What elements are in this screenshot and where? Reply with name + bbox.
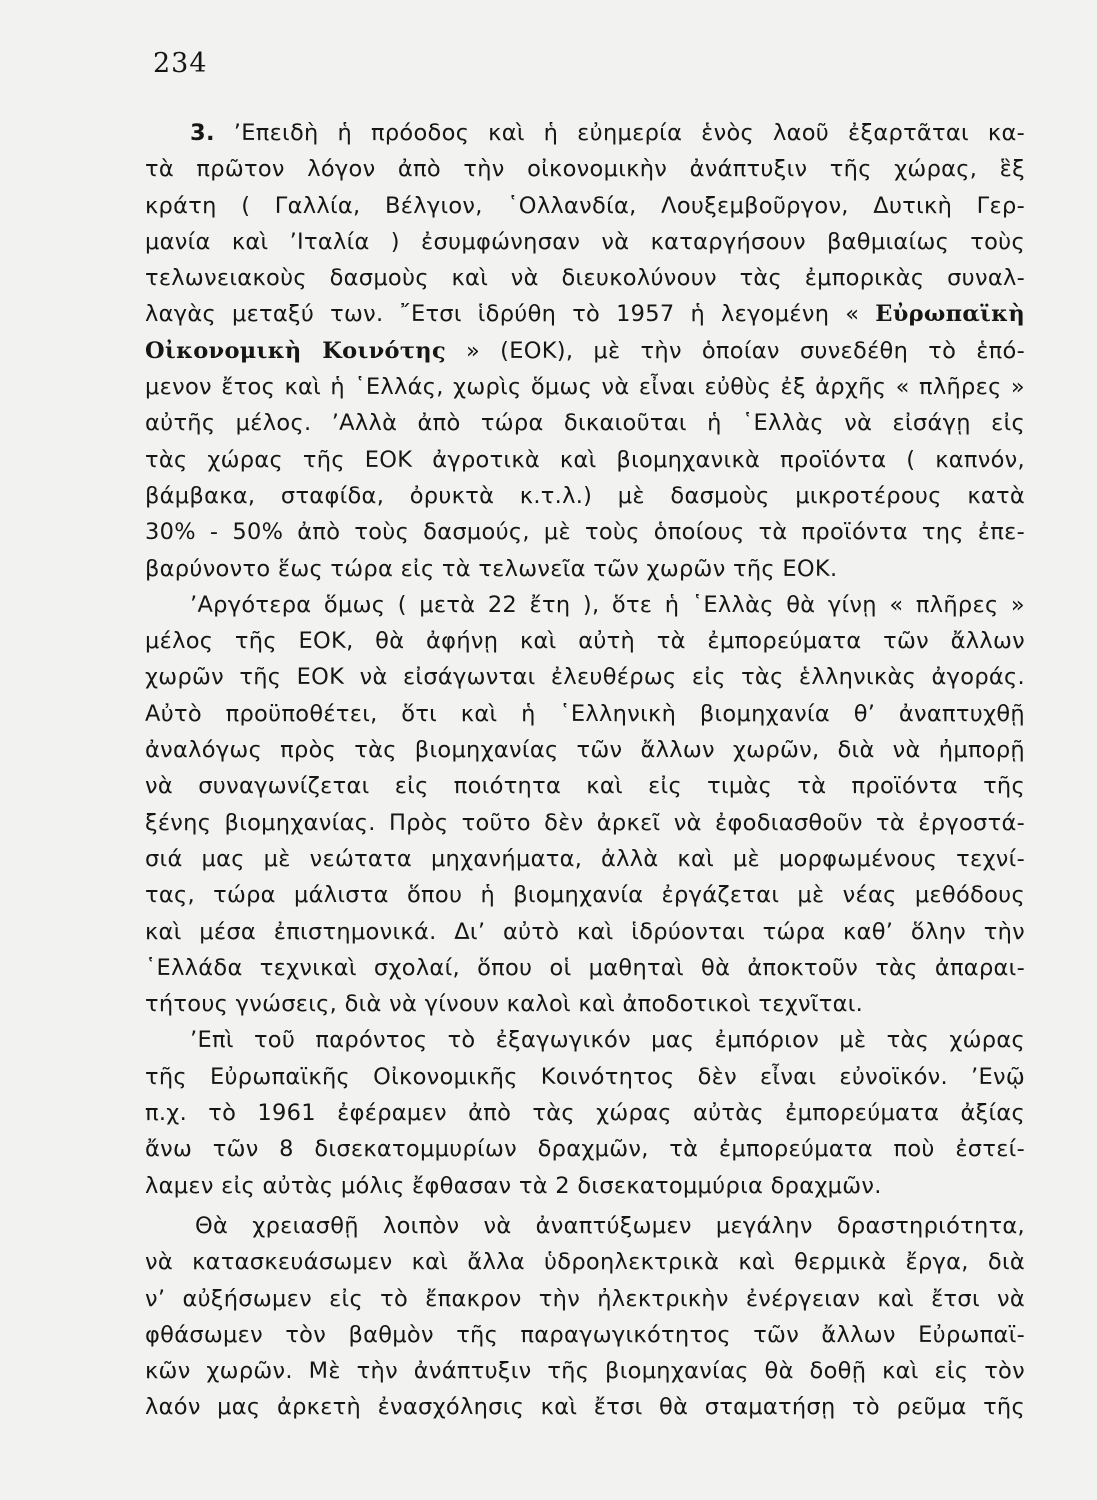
text-line: ν’ αὐξήσωμεν εἰς τὸ ἔπακρον τὴν ἠλεκτρικὴν ἐνέργειαν καὶ ἔτσι νὰ [145,1285,1025,1312]
text-line: σιά μας μὲ νεώτατα μηχανήματα, ἀλλὰ καὶ μὲ μορφωμένους τεχνί- [145,845,1025,872]
paragraph-3 [145,1022,1025,1203]
paragraph-1 [145,115,1025,587]
text-line: Θὰ χρειασθῇ λοιπὸν νὰ ἀναπτύξωμεν μεγάλην δραστηριότητα, [195,1212,1025,1239]
text-line: ἄνω τῶν 8 δισεκατομμυρίων δραχμῶν, τὰ ἐμπορεύματα ποὺ ἐστεί- [145,1136,1025,1163]
paragraph-2 [145,587,1025,1023]
section-number: 3. [190,120,215,146]
bold-term: Οἰκονομικὴ Κοινότης [145,337,446,364]
text-line: ῾Ελλάδα τεχνικαὶ σχολαί, ὅπου οἱ μαθηταὶ θὰ ἀποκτοῦν τὰς ἀπαραι- [145,954,1025,981]
text-line: λαγὰς μεταξύ των. ῎Ετσι ἱδρύθη τὸ 1957 ἡ λεγομένη « Εὐρωπαϊκὴ [145,301,1025,328]
text-line: τας, τώρα μάλιστα ὅπου ἡ βιομηχανία ἐργάζεται μὲ νέας μεθόδους [145,882,1025,909]
text-line: νὰ κατασκευάσωμεν καὶ ἄλλα ὑδροηλεκτρικὰ καὶ θερμικὰ ἔργα, διὰ [145,1249,1025,1276]
text-line: 30% - 50% ἀπὸ τοὺς δασμούς, μὲ τοὺς ὁποίους τὰ προϊόντα της ἐπε- [145,519,1025,546]
paragraph-4 [145,1208,1025,1426]
text-line: χωρῶν τῆς ΕΟΚ νὰ εἰσάγωνται ἐλευθέρως εἰς τὰς ἑλληνικὰς ἀγοράς. [145,664,1025,691]
text-line: τῆς Εὐρωπαϊκῆς Οἰκονομικῆς Κοινότητος δὲν εἶναι εὐνοϊκόν. ’Ενῷ [145,1063,1025,1090]
text-line: 3. ’Επειδὴ ἡ πρόοδος καὶ ἡ εὐημερία ἑνὸς λαοῦ ἐξαρτᾶται κα- [190,120,1025,146]
text-line: μενον ἔτος καὶ ἡ ῾Ελλάς, χωρὶς ὅμως νὰ εἶναι εὐθὺς ἐξ ἀρχῆς « πλῆρες » [145,374,1025,401]
text-line: τὰ πρῶτον λόγον ἀπὸ τὴν οἰκονομικὴν ἀνάπτυξιν τῆς χώρας, ἓξ [145,156,1025,183]
text-line: ξένης βιομηχανίας. Πρὸς τοῦτο δὲν ἀρκεῖ νὰ ἐφοδιασθοῦν τὰ ἐργοστά- [145,809,1025,836]
text-line: κῶν χωρῶν. Μὲ τὴν ἀνάπτυξιν τῆς βιομηχανίας θὰ δοθῇ καὶ εἰς τὸν [145,1358,1025,1385]
text-line: λαόν μας ἀρκετὴ ἐνασχόλησις καὶ ἔτσι θὰ σταματήσῃ τὸ ρεῦμα τῆς [145,1394,1025,1421]
page-number: 234 [153,48,208,79]
text-line: λαμεν εἰς αὐτὰς μόλις ἔφθασαν τὰ 2 δισεκατομμύρια δραχμῶν. [145,1172,882,1199]
text-line: π.χ. τὸ 1961 ἐφέραμεν ἀπὸ τὰς χώρας αὐτὰς ἐμπορεύματα ἀξίας [145,1100,1025,1127]
text-line: βαρύνοντο ἕως τώρα εἰς τὰ τελωνεῖα τῶν χωρῶν τῆς ΕΟΚ. [145,555,838,582]
text-line: τελωνειακοὺς δασμοὺς καὶ νὰ διευκολύνουν τὰς ἐμπορικὰς συναλ- [145,265,1025,292]
bold-term: Εὐρωπαϊκὴ [875,301,1025,328]
text-line: μέλος τῆς ΕΟΚ, θὰ ἀφήνῃ καὶ αὐτὴ τὰ ἐμπορεύματα τῶν ἄλλων [145,628,1025,655]
text-line: τὰς χώρας τῆς ΕΟΚ ἀγροτικὰ καὶ βιομηχανικὰ προϊόντα ( καπνόν, [145,446,1025,473]
text-line: τήτους γνώσεις, διὰ νὰ γίνουν καλοὶ καὶ ἀποδοτικοὶ τεχνῖται. [145,991,864,1018]
text-line: βάμβακα, σταφίδα, ὀρυκτὰ κ.τ.λ.) μὲ δασμοὺς μικροτέρους κατὰ [145,482,1025,509]
text-line: ἀναλόγως πρὸς τὰς βιομηχανίας τῶν ἄλλων χωρῶν, διὰ νὰ ἠμπορῇ [145,737,1025,764]
text-line: ’Επὶ τοῦ παρόντος τὸ ἐξαγωγικόν μας ἐμπόριον μὲ τὰς χώρας [190,1027,1025,1054]
text-line: νὰ συναγωνίζεται εἰς ποιότητα καὶ εἰς τιμὰς τὰ προϊόντα τῆς [145,773,1025,800]
text-line: ’Αργότερα ὅμως ( μετὰ 22 ἔτη ), ὅτε ἡ ῾Ελλὰς θὰ γίνῃ « πλῆρες » [190,591,1025,618]
text-line: Οἰκονομικὴ Κοινότης » (ΕΟΚ), μὲ τὴν ὁποίαν συνεδέθη τὸ ἑπό- [145,337,1025,364]
text-line: φθάσωμεν τὸν βαθμὸν τῆς παραγωγικότητος τῶν ἄλλων Εὐρωπαϊ- [145,1321,1025,1348]
text-line: καὶ μέσα ἐπιστημονικά. Δι’ αὐτὸ καὶ ἱδρύονται τώρα καθ’ ὅλην τὴν [145,918,1025,945]
body-text [145,115,1025,1426]
text-line: αὐτῆς μέλος. ’Αλλὰ ἀπὸ τώρα δικαιοῦται ἡ ῾Ελλὰς νὰ εἰσάγῃ εἰς [145,410,1025,437]
text-line: μανία καὶ ’Ιταλία ) ἐσυμφώνησαν νὰ καταργήσουν βαθμιαίως τοὺς [145,228,1025,255]
text-line: κράτη ( Γαλλία, Βέλγιον, ῾Ολλανδία, Λουξεμβοῦργον, Δυτικὴ Γερ- [145,192,1025,219]
text-line: Αὐτὸ προϋποθέτει, ὅτι καὶ ἡ ῾Ελληνικὴ βιομηχανία θ’ ἀναπτυχθῇ [145,700,1025,727]
